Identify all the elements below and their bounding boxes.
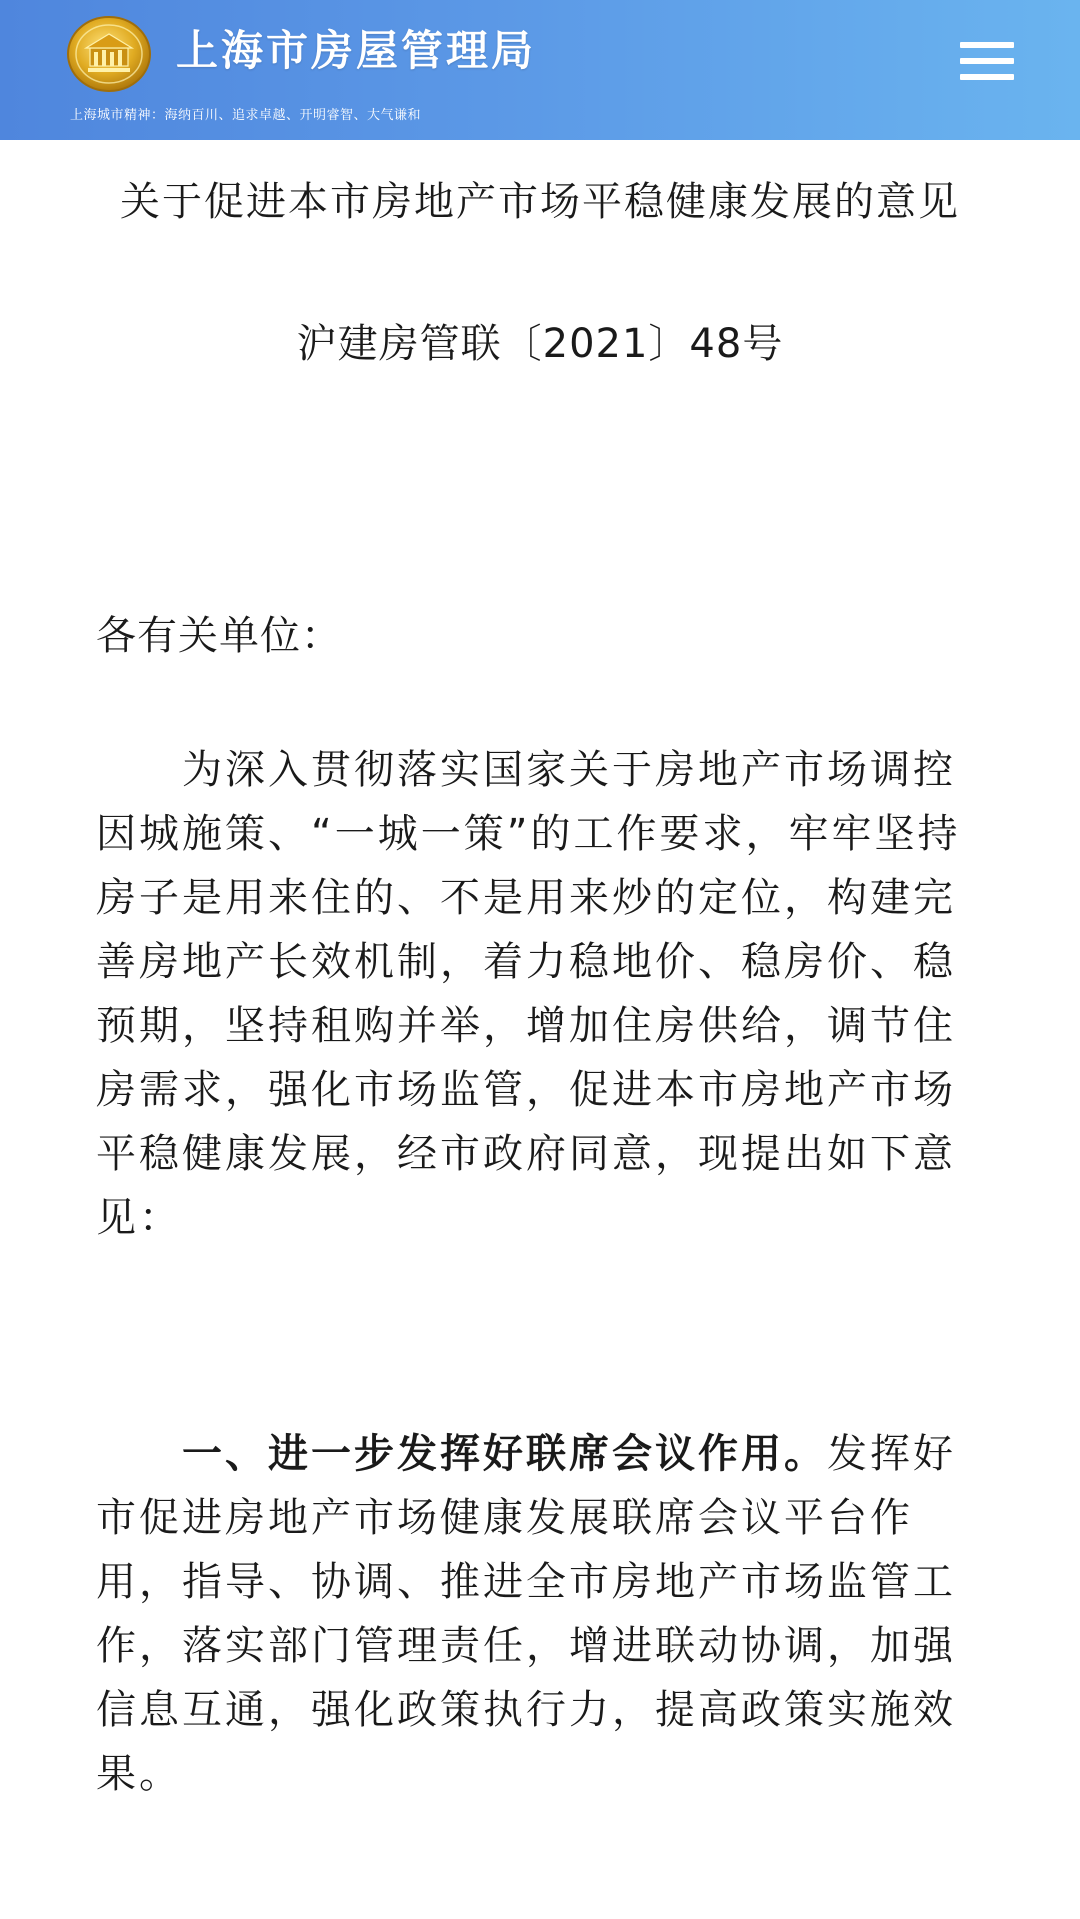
- site-title[interactable]: 上海市房屋管理局: [176, 26, 537, 75]
- emblem-logo-icon[interactable]: [66, 14, 152, 94]
- paragraph-text: 发挥好: [827, 1431, 956, 1477]
- salutation: 各有关单位：: [96, 613, 342, 659]
- paragraph-line: 房子是用来住的、不是用来炒的定位，构建完: [96, 875, 956, 921]
- paragraph-line: 信息互通，强化政策执行力，提高政策实施效: [96, 1687, 956, 1733]
- document-number: 沪建房管联〔2021〕48号: [296, 321, 784, 367]
- menu-bar: [960, 74, 1014, 80]
- paragraph-line: 预期，坚持租购并举，增加住房供给，调节住: [96, 1003, 956, 1049]
- section-heading: 一、进一步发挥好联席会议作用。: [182, 1431, 827, 1477]
- document-title: 关于促进本市房地产市场平稳健康发展的意见: [120, 179, 960, 225]
- paragraph-line: 善房地产长效机制，着力稳地价、稳房价、稳: [96, 939, 956, 985]
- paragraph-line: 为深入贯彻落实国家关于房地产市场调控: [182, 747, 956, 793]
- paragraph-line: 用，指导、协调、推进全市房地产市场监管工: [96, 1559, 956, 1605]
- section-one-paragraph: [96, 1422, 956, 1806]
- menu-bar: [960, 42, 1014, 48]
- paragraph-line: [96, 1422, 956, 1486]
- site-header: [0, 0, 1080, 140]
- paragraph-line: 市促进房地产市场健康发展联席会议平台作: [96, 1495, 913, 1541]
- paragraph-line: 作，落实部门管理责任，增进联动协调，加强: [96, 1623, 956, 1669]
- menu-bar: [960, 58, 1014, 64]
- city-slogan: 上海城市精神：海纳百川、追求卓越、开明睿智、大气谦和: [70, 108, 422, 123]
- hamburger-menu-icon[interactable]: [956, 38, 1016, 88]
- intro-paragraph: [96, 738, 961, 1250]
- paragraph-line: 见：: [96, 1195, 182, 1241]
- paragraph-line: 房需求，强化市场监管，促进本市房地产市场: [96, 1067, 956, 1113]
- paragraph-line: 平稳健康发展，经市政府同意，现提出如下意: [96, 1131, 956, 1177]
- paragraph-line: 果。: [96, 1751, 182, 1797]
- paragraph-line: 因城施策、“一城一策”的工作要求，牢牢坚持: [96, 811, 961, 857]
